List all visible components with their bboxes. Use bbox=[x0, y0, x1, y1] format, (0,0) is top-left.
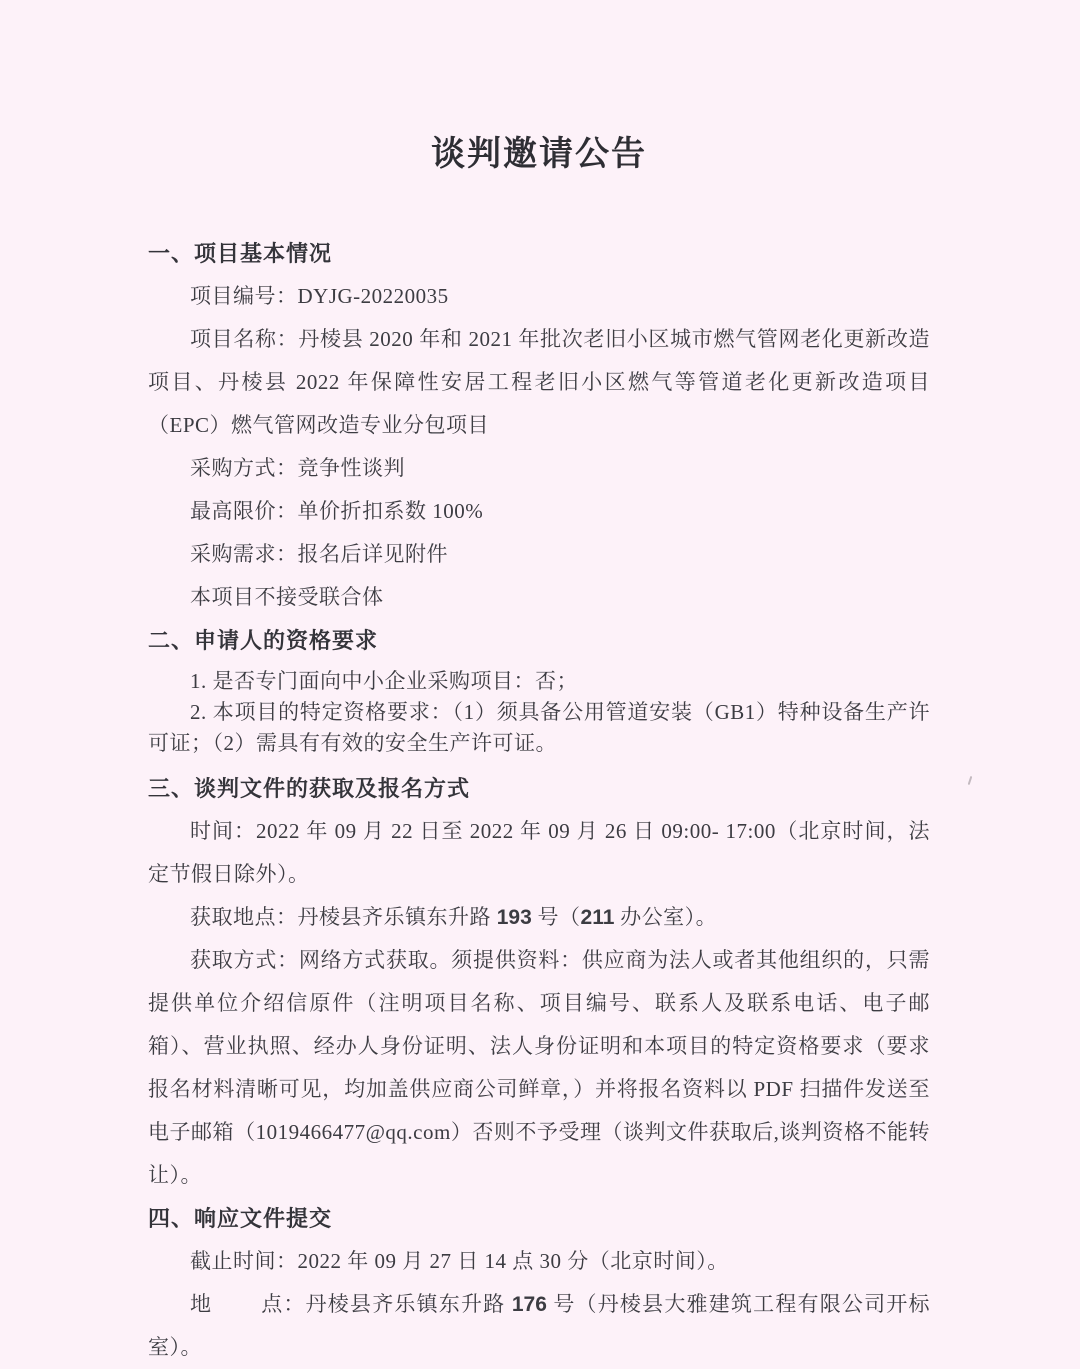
submission-location-label: 地 bbox=[190, 1292, 213, 1316]
obtain-method-paragraph: 获取方式：网络方式获取。须提供资料：供应商为法人或者其他组织的，只需提供单位介绍信原件（注明项目名称、项目编号、联系人及联系电话、电子邮箱）、营业执照、经办人身份证明、法人身份证明和本项目的特定资格要求（要求报名材料清晰可见，均加盖供应商公司鲜章，）并将报名资料以 PDF 扫描件发送至电子邮箱（1019466477@qq.com）否则不予受理（谈判文件获取后,谈判资格不能转让）。 bbox=[148, 948, 930, 1187]
submission-location-paragraph bbox=[148, 1283, 930, 1369]
obtain-location-line bbox=[148, 896, 930, 939]
no-consortium-line: 本项目不接受联合体 bbox=[190, 585, 384, 609]
submission-deadline-line: 截止时间：2022 年 09 月 27 日 14 点 30 分（北京时间）。 bbox=[190, 1249, 729, 1273]
document-title: 谈判邀请公告 bbox=[431, 136, 647, 173]
project-number-line: 项目编号：DYJG-20220035 bbox=[190, 284, 449, 308]
street-number-176: 176 bbox=[511, 1293, 547, 1316]
qualification-item-2: 2. 本项目的特定资格要求：（1）须具备公用管道安装（GB1）特种设备生产许可证；（2）需具有有效的安全生产许可证。 bbox=[148, 700, 930, 755]
submission-location-suffix: 号（丹棱县大雅建筑工程有限公司开标室）。 bbox=[148, 1292, 931, 1359]
obtain-location-prefix: 获取地点：丹棱县齐乐镇东升路 bbox=[190, 905, 497, 929]
project-name-paragraph: 项目名称：丹棱县 2020 年和 2021 年批次老旧小区城市燃气管网老化更新改造项目、丹棱县 2022 年保障性安居工程老旧小区燃气等管道老化更新改造项目（EPC）燃气管网改造专业分包项目 bbox=[148, 327, 930, 437]
section1-heading: 一、项目基本情况 bbox=[148, 241, 333, 266]
max-price-line: 最高限价：单价折扣系数 100% bbox=[190, 499, 484, 523]
procurement-demand-line: 采购需求：报名后详见附件 bbox=[190, 542, 448, 566]
qualification-items bbox=[148, 666, 930, 759]
section4-heading: 四、响应文件提交 bbox=[148, 1206, 333, 1231]
obtain-time-paragraph: 时间：2022 年 09 月 22 日至 2022 年 09 月 26 日 09:00- 17:00（北京时间，法定节假日除外）。 bbox=[148, 819, 930, 886]
qualification-item-1: 1. 是否专门面向中小企业采购项目：否； bbox=[190, 669, 578, 693]
section2-heading: 二、申请人的资格要求 bbox=[148, 628, 379, 653]
submission-location-rest: 点：丹棱县齐乐镇东升路 bbox=[260, 1292, 512, 1316]
office-number-211: 211 bbox=[580, 906, 615, 929]
obtain-location-suffix: 办公室）。 bbox=[614, 905, 718, 929]
obtain-location-mid: 号（ bbox=[531, 905, 581, 929]
street-number-193: 193 bbox=[496, 906, 532, 929]
section3-heading: 三、谈判文件的获取及报名方式 bbox=[148, 776, 471, 801]
procurement-method-line: 采购方式：竞争性谈判 bbox=[190, 456, 405, 480]
